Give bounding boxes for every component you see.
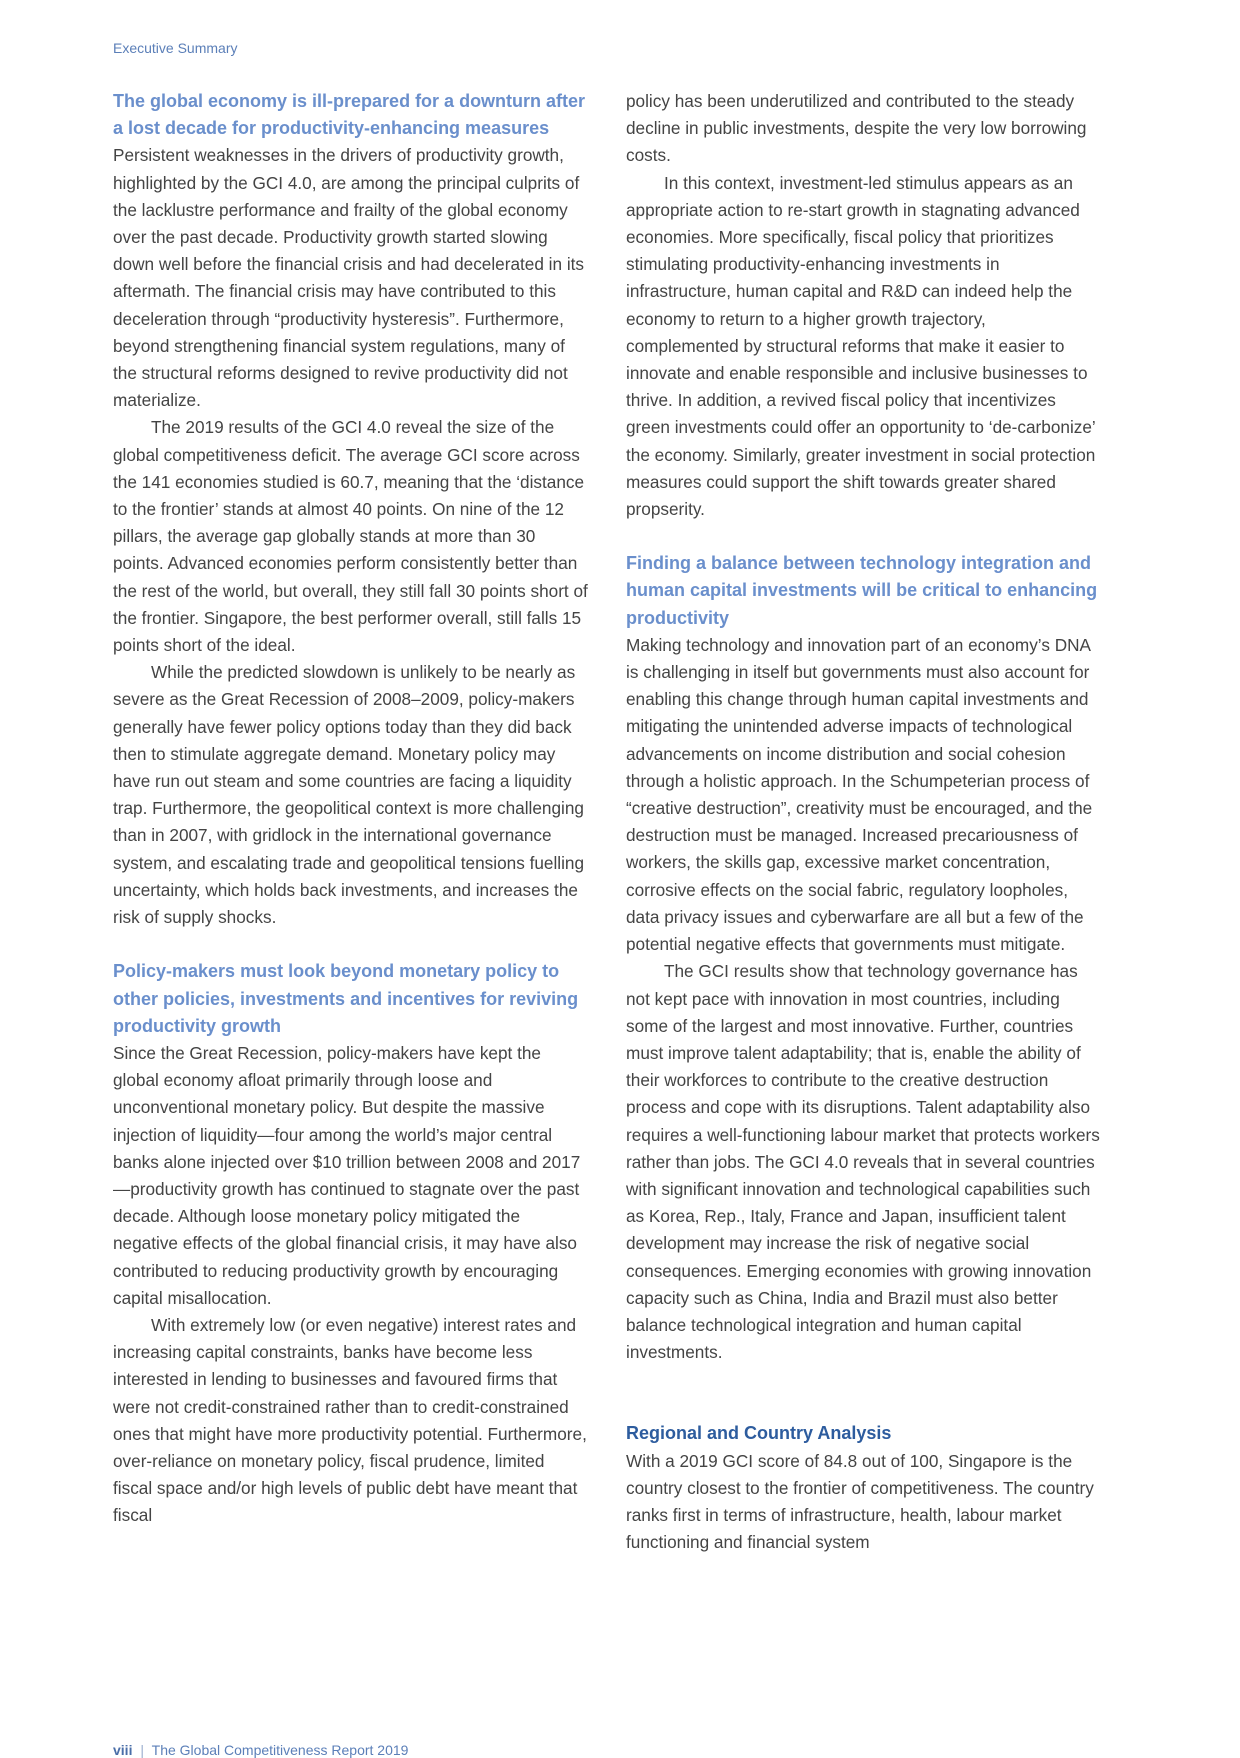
report-title: The Global Competitiveness Report 2019 bbox=[151, 1742, 409, 1758]
section-heading-economy: The global economy is ill-prepared for a downturn after a lost decade for productivity-enhancing measures bbox=[113, 91, 586, 139]
right-column bbox=[626, 88, 1101, 1556]
paragraph: Since the Great Recession, policy-makers have kept the global economy afloat primarily through loose and unconventional monetary policy. But despite the massive injection of liquidity—four among the world’s major central banks alone injected over $10 trillion between 2008 and 2017—productivity growth has continued to stagnate over the past decade. Although loose monetary policy mitigated the negative effects of the global financial crisis, it may have also contributed to reducing productivity growth by encouraging capital misallocation. bbox=[113, 1042, 581, 1308]
page-number: viii bbox=[113, 1742, 133, 1758]
footer-separator: | bbox=[140, 1742, 144, 1758]
paragraph: In this context, investment-led stimulus appears as an appropriate action to re-start growth in stagnating advanced economies. More specifically, fiscal policy that prioritizes stimulating productivity-enhancing investments in infrastructure, human capital and R&D can indeed help the economy to return to a higher growth trajectory, complemented by structural reforms that make it easier to innovate and enable responsible and inclusive businesses to thrive. In addition, a revived fiscal policy that incentivizes green investments could offer an opportunity to ‘de-carbonize’ the economy. Similarly, greater investment in social protection measures could support the shift towards greater shared propserity. bbox=[626, 172, 1096, 520]
paragraph: With a 2019 GCI score of 84.8 out of 100, Singapore is the country closest to the frontier of competitiveness. The country ranks first in terms of infrastructure, health, labour market functioning and financial system bbox=[626, 1450, 1094, 1553]
left-column bbox=[113, 88, 588, 1530]
paragraph: policy has been underutilized and contributed to the steady decline in public investments, despite the very low borrowing costs. bbox=[626, 91, 1087, 166]
paragraph: The 2019 results of the GCI 4.0 reveal the size of the global competitiveness deficit. The average GCI score across the 141 economies studied is 60.7, meaning that the ‘distance to the frontier’ stands at almost 40 points. On nine of the 12 pillars, the average gap globally stands at more than 30 points. Advanced economies perform consistently better than the rest of the world, but overall, they still fall 30 points short of the frontier. Singapore, the best performer overall, still falls 15 points short of the ideal. bbox=[113, 417, 588, 656]
section-heading-technology: Finding a balance between technology integration and human capital investments will be critical to enhancing productivity bbox=[626, 553, 1098, 628]
section-heading-policy: Policy-makers must look beyond monetary policy to other policies, investments and incentives for reviving productivity growth bbox=[113, 961, 579, 1036]
paragraph: Persistent weaknesses in the drivers of productivity growth, highlighted by the GCI 4.0, are among the principal culprits of the lacklustre performance and frailty of the global economy over the past decade. Productivity growth started slowing down well before the financial crisis and had decelerated in its aftermath. The financial crisis may have contributed to this deceleration through “productivity hysteresis”. Furthermore, beyond strengthening financial system regulations, many of the structural reforms designed to revive productivity did not materialize. bbox=[113, 145, 585, 411]
paragraph: The GCI results show that technology governance has not kept pace with innovation in most countries, including some of the largest and most innovative. Further, countries must improve talent adaptability; that is, enable the ability of their workforces to contribute to the creative destruction process and cope with its disruptions. Talent adaptability also requires a well-functioning labour market that protects workers rather than jobs. The GCI 4.0 reveals that in several countries with significant innovation and technological capabilities such as Korea, Rep., Italy, France and Japan, insufficient talent development may increase the risk of negative social consequences. Emerging economies with growing innovation capacity such as China, India and Brazil must also better balance technological integration and human capital investments. bbox=[626, 961, 1100, 1363]
section-heading-regional: Regional and Country Analysis bbox=[626, 1423, 892, 1444]
running-header: Executive Summary bbox=[113, 40, 238, 56]
paragraph: With extremely low (or even negative) interest rates and increasing capital constraints, banks have become less interested in lending to businesses and favoured firms that were not credit-constrained rather than to credit-constrained ones that might have more productivity potential. Furthermore, over-reliance on monetary policy, fiscal prudence, limited fiscal space and/or high levels of public debt have meant that fiscal bbox=[113, 1314, 587, 1526]
paragraph: Making technology and innovation part of an economy’s DNA is challenging in itself but governments must also account for enabling this change through human capital investments and mitigating the unintended adverse impacts of technological advancements on income distribution and social cohesion through a holistic approach. In the Schumpeterian process of “creative destruction”, creativity must be encouraged, and the destruction must be managed. Increased precariousness of workers, the skills gap, excessive market concentration, corrosive effects on the social fabric, regulatory loopholes, data privacy issues and cyberwarfare are all but a few of the potential negative effects that governments must mitigate. bbox=[626, 634, 1093, 955]
page-footer bbox=[113, 1742, 408, 1758]
paragraph: While the predicted slowdown is unlikely to be nearly as severe as the Great Recession of 2008–2009, policy-makers generally have fewer policy options today than they did back then to stimulate aggregate demand. Monetary policy may have run out steam and some countries are facing a liquidity trap. Furthermore, the geopolitical context is more challenging than in 2007, with gridlock in the international governance system, and escalating trade and geopolitical tensions fuelling uncertainty, which holds back investments, and increases the risk of supply shocks. bbox=[113, 662, 585, 928]
